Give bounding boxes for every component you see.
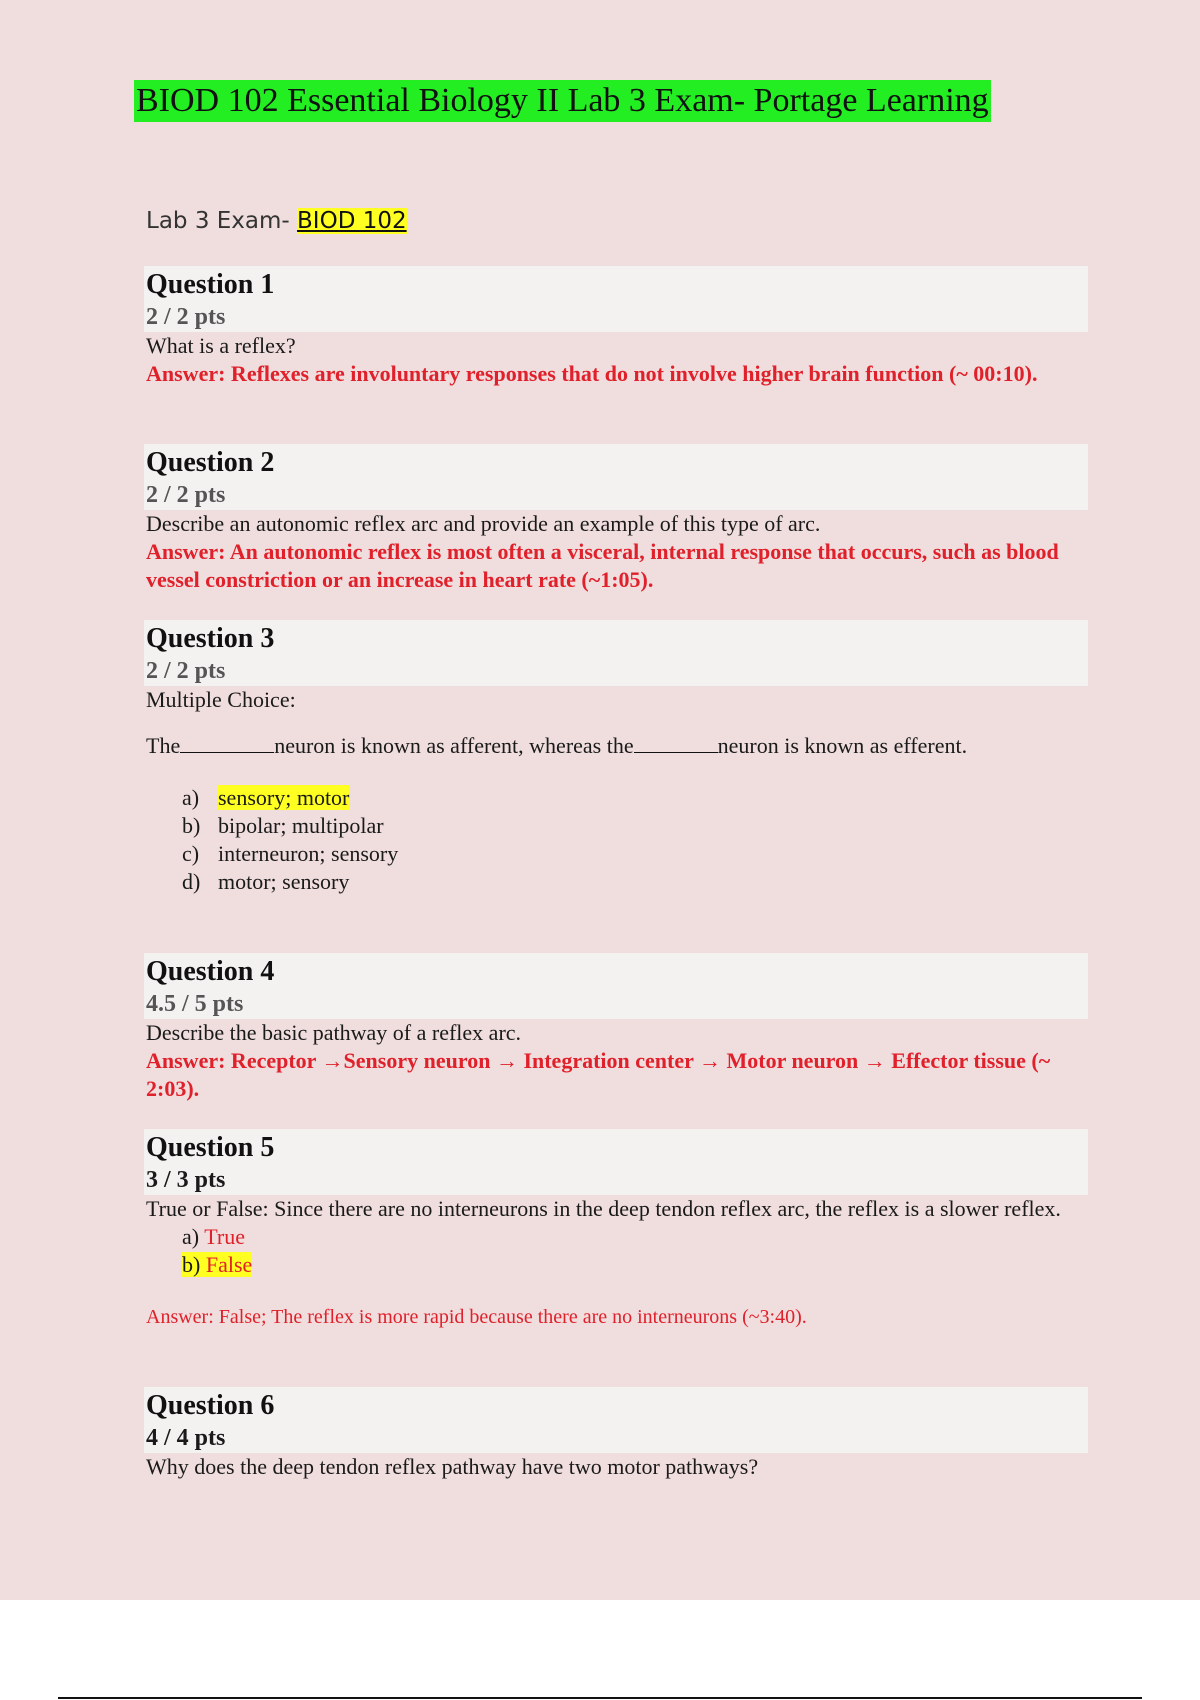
question-title: Question 1 bbox=[146, 269, 275, 300]
question-title: Question 2 bbox=[146, 447, 275, 478]
question-2 bbox=[146, 444, 1088, 594]
question-prompt: True or False: Since there are no interneurons in the deep tendon reflex arc, the reflex is a slower reflex. bbox=[146, 1196, 1061, 1221]
option-letter: a) bbox=[182, 1224, 200, 1249]
question-header bbox=[144, 1387, 1088, 1453]
question-points: 2 / 2 pts bbox=[146, 658, 226, 684]
option-letter: a) bbox=[182, 785, 200, 810]
question-5 bbox=[146, 1129, 1088, 1331]
question-answer: Answer: Reflexes are involuntary responses that do not involve higher brain function (~ 00:10). bbox=[146, 361, 1038, 386]
blank-line bbox=[634, 736, 718, 753]
question-answer: Answer: An autonomic reflex is most often a visceral, internal response that occurs, such as blood vessel constriction or an increase in heart rate (~1:05). bbox=[146, 539, 1059, 592]
option-c[interactable] bbox=[182, 840, 1088, 868]
question-title: Question 5 bbox=[146, 1132, 275, 1163]
question-points: 2 / 2 pts bbox=[146, 304, 226, 330]
question-6 bbox=[146, 1387, 1088, 1481]
option-letter: c) bbox=[182, 841, 200, 866]
option-text: motor; sensory bbox=[218, 869, 350, 894]
fill-text-part3: neuron is known as efferent. bbox=[717, 733, 968, 758]
course-link[interactable]: BIOD 102 bbox=[297, 208, 407, 234]
question-points: 4 / 4 pts bbox=[146, 1425, 226, 1451]
question-header bbox=[144, 266, 1088, 332]
fill-text-part1: The bbox=[146, 733, 181, 758]
option-b[interactable] bbox=[182, 812, 1088, 840]
option-text-selected: sensory; motor bbox=[218, 785, 350, 810]
question-header bbox=[144, 953, 1088, 1019]
question-prompt: Describe an autonomic reflex arc and provide an example of this type of arc. bbox=[146, 511, 821, 536]
question-answer: Answer: False; The reflex is more rapid because there are no interneurons (~3:40). bbox=[146, 1306, 807, 1328]
answer-options bbox=[182, 1223, 1088, 1279]
question-3 bbox=[146, 620, 1088, 896]
exam-subtitle bbox=[146, 208, 407, 234]
question-prompt: Multiple Choice: bbox=[146, 687, 296, 712]
option-letter: b) bbox=[182, 1252, 201, 1277]
option-text-selected: False bbox=[205, 1252, 253, 1277]
question-title: Question 4 bbox=[146, 956, 275, 987]
question-header bbox=[144, 620, 1088, 686]
option-a[interactable] bbox=[182, 784, 1088, 812]
fill-text-part2: neuron is known as afferent, whereas the bbox=[274, 733, 634, 758]
option-text: True bbox=[204, 1224, 245, 1249]
exam-subtitle-prefix: Lab 3 Exam- bbox=[146, 208, 298, 234]
question-1 bbox=[146, 266, 1088, 388]
question-header bbox=[144, 444, 1088, 510]
question-answer: Answer: Receptor →Sensory neuron → Integration center → Motor neuron → Effector tissue (~ 2:03). bbox=[146, 1048, 1051, 1101]
option-b[interactable] bbox=[182, 1251, 1088, 1279]
question-prompt: What is a reflex? bbox=[146, 333, 296, 358]
document-title: BIOD 102 Essential Biology II Lab 3 Exam- Portage Learning bbox=[134, 80, 991, 122]
question-title: Question 3 bbox=[146, 623, 275, 654]
option-text: interneuron; sensory bbox=[218, 841, 399, 866]
question-points: 3 / 3 pts bbox=[146, 1167, 226, 1193]
question-points: 2 / 2 pts bbox=[146, 482, 226, 508]
option-letter: d) bbox=[182, 869, 201, 894]
blank-line bbox=[180, 736, 274, 753]
question-prompt: Describe the basic pathway of a reflex arc. bbox=[146, 1020, 522, 1045]
option-letter: b) bbox=[182, 813, 201, 838]
footer-divider bbox=[58, 1697, 1142, 1699]
fill-in-blank-statement bbox=[146, 732, 1088, 760]
question-4 bbox=[146, 953, 1088, 1103]
option-d[interactable] bbox=[182, 868, 1088, 896]
question-title: Question 6 bbox=[146, 1390, 275, 1421]
option-a[interactable] bbox=[182, 1223, 1088, 1251]
question-header bbox=[144, 1129, 1088, 1195]
question-points: 4.5 / 5 pts bbox=[146, 991, 244, 1017]
option-text: bipolar; multipolar bbox=[218, 813, 384, 838]
answer-options bbox=[182, 784, 1088, 896]
question-prompt: Why does the deep tendon reflex pathway have two motor pathways? bbox=[146, 1454, 759, 1479]
